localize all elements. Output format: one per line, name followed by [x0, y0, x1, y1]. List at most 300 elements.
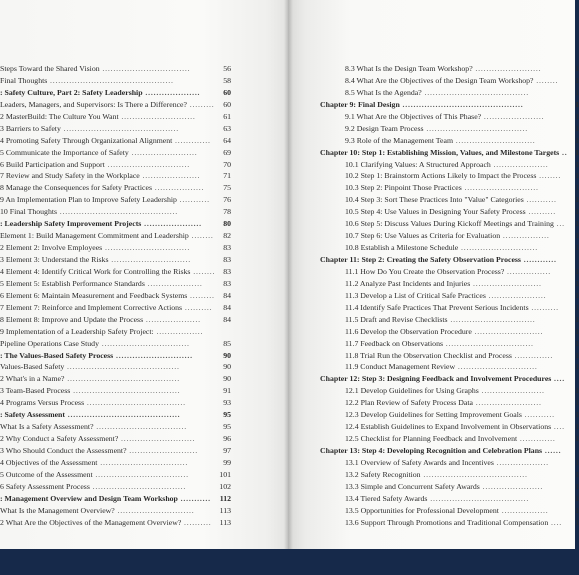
- dot-leader: ...........: [521, 410, 555, 420]
- toc-entry-title: 10.7 Step 6: Use Values as Criteria for Evaluation: [345, 231, 501, 241]
- dot-leader: .............................: [453, 135, 536, 145]
- toc-page-number: 1: [575, 266, 579, 276]
- dot-leader: .......................................: [70, 386, 181, 396]
- dot-leader: ....: [551, 422, 565, 432]
- toc-page-number: 101: [219, 469, 231, 479]
- dot-leader: .............: [172, 135, 211, 145]
- toc-section-entry: [288, 350, 579, 362]
- dot-leader: .................: [500, 231, 550, 241]
- dot-leader: .............................................: [47, 75, 174, 85]
- left-page: [0, 0, 288, 549]
- dot-leader: ...............................: [102, 243, 191, 253]
- toc-entry-title: 10.4 Step 3: Sort These Practices Into "Value" Categories: [345, 195, 524, 205]
- toc-section-entry: [0, 421, 288, 433]
- toc-page-number: 93: [223, 398, 231, 408]
- toc-chapter-entry: [0, 409, 288, 421]
- toc-entry-title: 13.3 Simple and Concurrent Safety Awards: [345, 481, 480, 491]
- toc-section-entry: [0, 182, 288, 194]
- toc-section-entry: [288, 182, 579, 194]
- toc-entry-title: Chapter 12: Step 3: Designing Feedback and Involvement Procedures: [320, 374, 552, 384]
- toc-entry-title: 11.5 Draft and Revise Checklists: [345, 314, 448, 324]
- toc-entry-title: 2 What's in a Name?: [0, 374, 65, 384]
- toc-entry-title: 10.6 Step 5: Discuss Values During Kickoff Meetings and Training: [345, 219, 554, 229]
- toc-entry-title: Values-Based Safety: [0, 362, 65, 372]
- toc-entry-title: : Safety Assessment: [0, 410, 65, 420]
- dot-leader: .............: [517, 434, 556, 444]
- toc-entry-title: 7 Element 7: Reinforce and Implement Corrective Actions: [0, 302, 183, 312]
- toc-entry-title: Chapter 11: Step 2: Creating the Safety Observation Process: [320, 255, 521, 264]
- dot-leader: ...........: [176, 195, 210, 205]
- toc-page-number: 113: [219, 517, 231, 527]
- toc-entry-title: 4 Promoting Safety Through Organizational Alignment: [0, 135, 173, 145]
- toc-entry-title: 2 What Are the Objectives of the Management Overview?: [0, 517, 182, 527]
- toc-chapter-entry: [0, 87, 288, 99]
- toc-page-number: 102: [219, 481, 231, 491]
- toc-section-entry: [288, 314, 579, 326]
- toc-page-number: 64: [223, 135, 231, 145]
- dot-leader: ......................................: [421, 87, 529, 97]
- toc-entry-title: 10.1 Clarifying Values: A Structured Approach: [345, 159, 491, 169]
- dot-leader: .................: [498, 505, 549, 515]
- dot-leader: ........................: [472, 64, 542, 73]
- toc-page-number: 1: [575, 517, 579, 527]
- toc-entry-title: Leaders, Managers, and Supervisors: Is There a Difference?: [0, 99, 187, 109]
- toc-page-number: 1: [575, 111, 579, 121]
- toc-section-entry: [0, 302, 288, 314]
- toc-page-number: 1: [575, 64, 579, 73]
- dot-leader: ........................: [128, 147, 198, 157]
- toc-entry-title: 4 Objectives of the Assessment: [0, 457, 98, 467]
- dot-leader: .........................................: [64, 410, 181, 420]
- toc-section-entry: [0, 75, 288, 87]
- toc-page-number: 69: [223, 147, 231, 157]
- toc-section-entry: [288, 421, 579, 433]
- dot-leader: ..................: [152, 183, 205, 193]
- toc-entry-title: 8 Element 8: Improve and Update the Process: [0, 314, 144, 324]
- dot-leader: ....: [548, 517, 562, 527]
- toc-entry-title: 3 Barriers to Safety: [0, 123, 61, 133]
- toc-entry-title: 10 Final Thoughts: [0, 207, 58, 217]
- dot-leader: ....: [551, 374, 566, 384]
- dot-leader: ...........: [523, 195, 557, 205]
- toc-section-entry: [288, 123, 579, 135]
- toc-section-entry: [288, 278, 579, 290]
- toc-page-number: 76: [223, 195, 231, 205]
- dot-leader: ......................: [479, 481, 544, 491]
- toc-page-number: 63: [223, 123, 231, 133]
- toc-entry-title: 11.2 Analyze Past Incidents and Injuries: [345, 278, 471, 288]
- dot-leader: .........: [187, 290, 215, 300]
- toc-section-entry: [0, 326, 288, 338]
- dot-leader: .......................: [478, 386, 545, 396]
- toc-page-number: 83: [223, 243, 231, 253]
- toc-page-number: 1: [575, 422, 579, 432]
- dot-leader: ........: [190, 266, 216, 276]
- toc-section-entry: [0, 123, 288, 135]
- dot-leader: ...............................: [447, 314, 536, 324]
- toc-chapter-entry: [288, 99, 579, 111]
- toc-section-entry: [288, 457, 579, 469]
- dot-leader: .....................................: [423, 123, 529, 133]
- dot-leader: ..........: [528, 302, 559, 312]
- toc-entry-title: 9.2 Design Team Process: [345, 123, 424, 133]
- toc-entry-title: 13.1 Overview of Safety Awards and Incentives: [345, 457, 494, 467]
- dot-leader: ....................: [144, 278, 203, 288]
- dot-leader: .............................: [108, 255, 191, 264]
- dot-leader: ................................: [97, 457, 189, 467]
- dot-leader: ............................: [113, 350, 193, 360]
- toc-section-entry: [288, 111, 579, 123]
- toc-chapter-entry: [288, 445, 575, 457]
- toc-entry-title: 13.5 Opportunities for Professional Development: [345, 505, 499, 515]
- toc-page-number: 1: [575, 398, 579, 408]
- toc-entry-title: 2 MasterBuild: The Culture You Want: [0, 111, 119, 121]
- toc-page-number: 56: [223, 64, 231, 73]
- toc-entry-title: 11.9 Conduct Management Review: [345, 362, 456, 372]
- dot-leader: ...................: [493, 457, 549, 467]
- toc-page-number: 1: [575, 87, 579, 97]
- toc-section-entry: [0, 230, 288, 242]
- toc-page-number: 84: [223, 314, 231, 324]
- toc-page-number: 1: [575, 326, 579, 336]
- toc-section-entry: [288, 194, 579, 206]
- dot-leader: .....................: [141, 219, 202, 229]
- toc-entry-title: 12.2 Plan Review of Safety Process Data: [345, 398, 473, 408]
- toc-page-number: 1: [575, 338, 579, 348]
- toc-section-entry: [0, 338, 288, 350]
- dot-leader: ..........................................: [60, 123, 180, 133]
- dot-leader: .........................: [470, 278, 542, 288]
- dot-leader: .................................: [93, 422, 188, 432]
- toc-section-entry: [288, 63, 579, 75]
- toc-section-entry: [288, 75, 579, 87]
- toc-entry-title: : The Values-Based Safety Process: [0, 350, 114, 360]
- toc-entry-title: 11.3 Develop a List of Critical Safe Practices: [345, 290, 486, 300]
- dot-leader: ..: [559, 147, 568, 157]
- toc-page-number: 112: [219, 493, 231, 503]
- toc-page-number: 70: [223, 159, 231, 169]
- toc-section-entry: [0, 278, 288, 290]
- toc-section-entry: [288, 266, 579, 278]
- toc-page-number: 1: [575, 278, 579, 288]
- toc-entry-title: 10.3 Step 2: Pinpoint Those Practices: [345, 183, 462, 193]
- dot-leader: ....................: [143, 314, 201, 324]
- toc-page-number: 90: [223, 350, 231, 360]
- toc-chapter-entry: [0, 493, 288, 505]
- toc-page-number: 1: [575, 183, 579, 193]
- toc-section-entry: [0, 266, 288, 278]
- toc-entry-title: 13.2 Safety Recognition: [345, 469, 421, 479]
- toc-section-entry: [0, 505, 288, 517]
- toc-page-number: 1: [575, 123, 579, 133]
- toc-entry-title: Chapter 10: Step 1: Establishing Mission, Values, and Milestone Targets: [320, 147, 560, 157]
- dot-leader: .........................................: [64, 362, 180, 372]
- toc-page-number: 85: [223, 338, 231, 348]
- dot-leader: ...........................: [118, 434, 196, 444]
- dot-leader: ..............................: [104, 159, 191, 169]
- toc-page-number: 1: [575, 75, 579, 85]
- toc-page-number: 1: [575, 434, 579, 444]
- toc-page-number: 1: [575, 135, 579, 145]
- toc-section-entry: [288, 242, 579, 254]
- toc-page-number: 60: [223, 99, 231, 109]
- dot-leader: .........................: [126, 446, 199, 455]
- toc-entry-title: 11.8 Trial Run the Observation Checklist and Process: [345, 350, 512, 360]
- dot-leader: .........................: [471, 326, 544, 336]
- toc-entry-title: 6 Element 6: Maintain Measurement and Feedback Systems: [0, 290, 188, 300]
- dot-leader: ....................: [490, 159, 549, 169]
- toc-section-entry: [0, 206, 288, 218]
- toc-entry-title: 6 Safety Assessment Process: [0, 481, 90, 491]
- toc-entry-title: 8 Manage the Consequences for Safety Practices: [0, 183, 152, 193]
- dot-leader: .....................: [139, 171, 201, 181]
- toc-chapter-entry: [0, 218, 288, 230]
- dot-leader: ........: [536, 171, 562, 181]
- toc-section-entry: [0, 361, 288, 373]
- toc-page-number: 1: [575, 99, 579, 109]
- toc-section-entry: [288, 409, 579, 421]
- toc-entry-title: 8.5 What Is the Agenda?: [345, 87, 422, 97]
- toc-entry-title: 3 Team-Based Process: [0, 386, 71, 396]
- dot-leader: .............................: [455, 362, 538, 372]
- toc-page-number: 1: [575, 231, 579, 241]
- toc-chapter-entry: [0, 350, 288, 362]
- toc-page-number: 71: [223, 171, 231, 181]
- toc-entry-title: 11.6 Develop the Observation Procedure: [345, 326, 472, 336]
- toc-section-entry: [288, 505, 579, 517]
- toc-entry-title: What Is a Safety Assessment?: [0, 422, 94, 432]
- toc-page-number: 83: [223, 266, 231, 276]
- toc-section-entry: [288, 159, 579, 171]
- toc-chapter-entry: [288, 147, 579, 159]
- toc-section-entry: [288, 326, 579, 338]
- dot-leader: ............................: [458, 243, 538, 253]
- toc-page-number: 90: [223, 362, 231, 372]
- toc-entry-title: What Is the Management Overview?: [0, 505, 115, 515]
- toc-entry-title: 12.1 Develop Guidelines for Using Graphs: [345, 386, 479, 396]
- dot-leader: ................................: [99, 64, 191, 73]
- toc-page-number: 1: [575, 469, 579, 479]
- toc-entry-title: : Safety Culture, Part 2: Safety Leadership: [0, 87, 143, 97]
- toc-entry-title: 10.5 Step 4: Use Values in Designing Your Safety Process: [345, 207, 526, 217]
- toc-section-entry: [0, 481, 288, 493]
- dot-leader: ..........: [525, 207, 556, 217]
- toc-section-entry: [0, 457, 288, 469]
- toc-page-number: 90: [223, 374, 231, 384]
- toc-page-number: 1: [575, 457, 579, 467]
- toc-page-number: 61: [223, 111, 231, 121]
- toc-page-number: 1: [575, 410, 579, 420]
- toc-section-entry: [288, 433, 579, 445]
- toc-page-number: 83: [223, 255, 231, 264]
- right-page: [288, 0, 579, 549]
- toc-page-number: 1: [575, 207, 579, 217]
- toc-section-entry: [288, 493, 579, 505]
- toc-page-number: 1: [575, 481, 579, 491]
- dot-leader: .....................: [485, 290, 547, 300]
- dot-leader: ..................................: [89, 481, 187, 491]
- toc-section-entry: [0, 373, 288, 385]
- toc-section-entry: [0, 99, 288, 111]
- dot-leader: ........................: [472, 398, 542, 408]
- toc-section-entry: [0, 254, 288, 266]
- toc-page-number: 1: [575, 386, 579, 396]
- dot-leader: ........: [188, 231, 214, 241]
- toc-entry-title: 10.2 Step 1: Brainstorm Actions Likely to Impact the Process: [345, 171, 537, 181]
- toc-page-number: 84: [223, 290, 231, 300]
- toc-entry-title: 9.1 What Are the Objectives of This Phase?: [345, 111, 482, 121]
- toc-section-entry: [0, 111, 288, 123]
- toc-page-number: 1: [575, 314, 579, 324]
- toc-entry-title: 6 Build Participation and Support: [0, 159, 105, 169]
- dot-leader: ....................................: [427, 493, 530, 503]
- toc-entry-title: Final Thoughts: [0, 75, 48, 85]
- toc-section-entry: [288, 218, 579, 230]
- dot-leader: ......: [542, 446, 562, 455]
- left-toc: [0, 63, 288, 529]
- toc-page-number: 1: [575, 171, 579, 181]
- dot-leader: ..................................: [92, 469, 189, 479]
- toc-page-number: 96: [223, 434, 231, 444]
- toc-section-entry: [288, 290, 579, 302]
- toc-chapter-entry: [288, 254, 575, 266]
- toc-entry-title: 11.1 How Do You Create the Observation Process?: [345, 266, 505, 276]
- toc-entry-title: 12.3 Develop Guidelines for Setting Improvement Goals: [345, 410, 522, 420]
- toc-section-entry: [0, 194, 288, 206]
- dot-leader: ...........................: [118, 111, 196, 121]
- toc-entry-title: 3 Element 3: Understand the Risks: [0, 255, 109, 264]
- toc-section-entry: [0, 433, 288, 445]
- toc-section-entry: [288, 481, 579, 493]
- toc-entry-title: 2 Element 2: Involve Employees: [0, 243, 103, 253]
- book-gutter: [284, 0, 293, 549]
- toc-section-entry: [0, 314, 288, 326]
- toc-entry-title: Element 1: Build Management Commitment and Leadership: [0, 231, 189, 241]
- dot-leader: ..........: [181, 517, 212, 527]
- toc-section-entry: [288, 206, 579, 218]
- toc-section-entry: [0, 63, 288, 75]
- toc-entry-title: Chapter 9: Final Design: [320, 99, 400, 109]
- toc-entry-title: 8.3 What Is the Design Team Workshop?: [345, 64, 473, 73]
- dot-leader: ................................: [98, 338, 190, 348]
- toc-page-number: 83: [223, 278, 231, 288]
- dot-leader: .........: [186, 99, 215, 109]
- toc-entry-title: 13.6 Support Through Promotions and Traditional Compensation: [345, 517, 549, 527]
- toc-page-number: 82: [223, 231, 231, 241]
- toc-entry-title: 5 Element 5: Establish Performance Standards: [0, 278, 145, 288]
- toc-section-entry: [0, 517, 288, 529]
- dot-leader: .................: [153, 326, 204, 336]
- toc-section-entry: [0, 469, 288, 481]
- toc-page-number: 1: [575, 493, 579, 503]
- toc-entry-title: 8.4 What Are the Objectives of the Design Team Workshop?: [345, 75, 534, 85]
- toc-entry-title: 11.4 Identify Safe Practices That Prevent Serious Incidents: [345, 302, 529, 312]
- right-toc: [288, 63, 579, 529]
- toc-section-entry: [288, 397, 579, 409]
- toc-page-number: 1: [575, 243, 579, 253]
- toc-entry-title: 13.4 Tiered Safety Awards: [345, 493, 428, 503]
- toc-page-number: 99: [223, 457, 231, 467]
- toc-section-entry: [0, 147, 288, 159]
- toc-chapter-entry: [288, 373, 575, 385]
- toc-section-entry: [288, 230, 579, 242]
- toc-page-number: 78: [223, 207, 231, 217]
- toc-section-entry: [0, 445, 288, 457]
- toc-entry-title: 9.3 Role of the Management Team: [345, 135, 454, 145]
- toc-entry-title: 4 Element 4: Identify Critical Work for Controlling the Risks: [0, 266, 191, 276]
- dot-leader: ............................................: [399, 99, 524, 109]
- dot-leader: ...........................: [461, 183, 539, 193]
- toc-entry-title: 4 Programs Versus Process: [0, 398, 85, 408]
- toc-page-number: 58: [223, 75, 231, 85]
- dot-leader: ................................: [443, 338, 534, 348]
- toc-page-number: 60: [223, 87, 231, 97]
- toc-page-number: 1: [575, 505, 579, 515]
- toc-section-entry: [0, 170, 288, 182]
- toc-page-number: 113: [219, 505, 231, 515]
- toc-section-entry: [0, 290, 288, 302]
- toc-page-number: 1: [575, 290, 579, 300]
- toc-entry-title: 5 Outcome of the Assessment: [0, 469, 93, 479]
- toc-entry-title: 10.8 Establish a Milestone Schedule: [345, 243, 459, 253]
- toc-page-number: 80: [223, 219, 231, 229]
- toc-entry-title: 12.5 Checklist for Planning Feedback and Involvement: [345, 434, 518, 444]
- toc-section-entry: [0, 397, 288, 409]
- toc-entry-title: 2 Why Conduct a Safety Assessment?: [0, 434, 119, 444]
- toc-page-number: 1: [575, 362, 579, 372]
- toc-page-number: 1: [575, 219, 579, 229]
- toc-entry-title: : Leadership Safety Improvement Projects: [0, 219, 142, 229]
- dot-leader: ................: [504, 266, 552, 276]
- toc-section-entry: [288, 338, 579, 350]
- toc-section-entry: [0, 135, 288, 147]
- toc-page-number: 84: [223, 302, 231, 312]
- toc-entry-title: 7 Review and Study Safety in the Workplace: [0, 171, 140, 181]
- toc-section-entry: [288, 302, 579, 314]
- toc-section-entry: [288, 361, 579, 373]
- toc-section-entry: [0, 159, 288, 171]
- toc-section-entry: [288, 469, 579, 481]
- toc-entry-title: Steps Toward the Shared Vision: [0, 64, 100, 73]
- toc-section-entry: [0, 242, 288, 254]
- dot-leader: ..........: [182, 302, 213, 312]
- dot-leader: ....................: [142, 87, 201, 97]
- toc-section-entry: [288, 170, 579, 182]
- toc-page-number: 1: [575, 159, 579, 169]
- toc-section-entry: [288, 87, 579, 99]
- dot-leader: ......................................: [420, 469, 528, 479]
- dot-leader: ........: [533, 75, 559, 85]
- toc-entry-title: 9 An Implementation Plan to Improve Safety Leadership: [0, 195, 177, 205]
- toc-section-entry: [288, 135, 579, 147]
- toc-section-entry: [288, 385, 579, 397]
- toc-page-number: 75: [223, 183, 231, 193]
- dot-leader: ....................................: [84, 398, 186, 408]
- dot-leader: ............: [520, 255, 557, 264]
- toc-entry-title: 11.7 Feedback on Observations: [345, 338, 444, 348]
- dot-leader: ......................: [481, 111, 545, 121]
- toc-page-number: 95: [223, 410, 231, 420]
- toc-page-number: 1: [575, 302, 579, 312]
- toc-page-number: 1: [575, 147, 579, 157]
- dot-leader: ...........................................: [57, 207, 179, 217]
- toc-section-entry: [0, 385, 288, 397]
- toc-page-number: 1: [575, 195, 579, 205]
- dot-leader: ...: [553, 219, 565, 229]
- toc-entry-title: Chapter 13: Step 4: Developing Recognition and Celebration Plans: [320, 446, 543, 455]
- dot-leader: ............................: [114, 505, 195, 515]
- toc-page-number: 97: [223, 446, 231, 455]
